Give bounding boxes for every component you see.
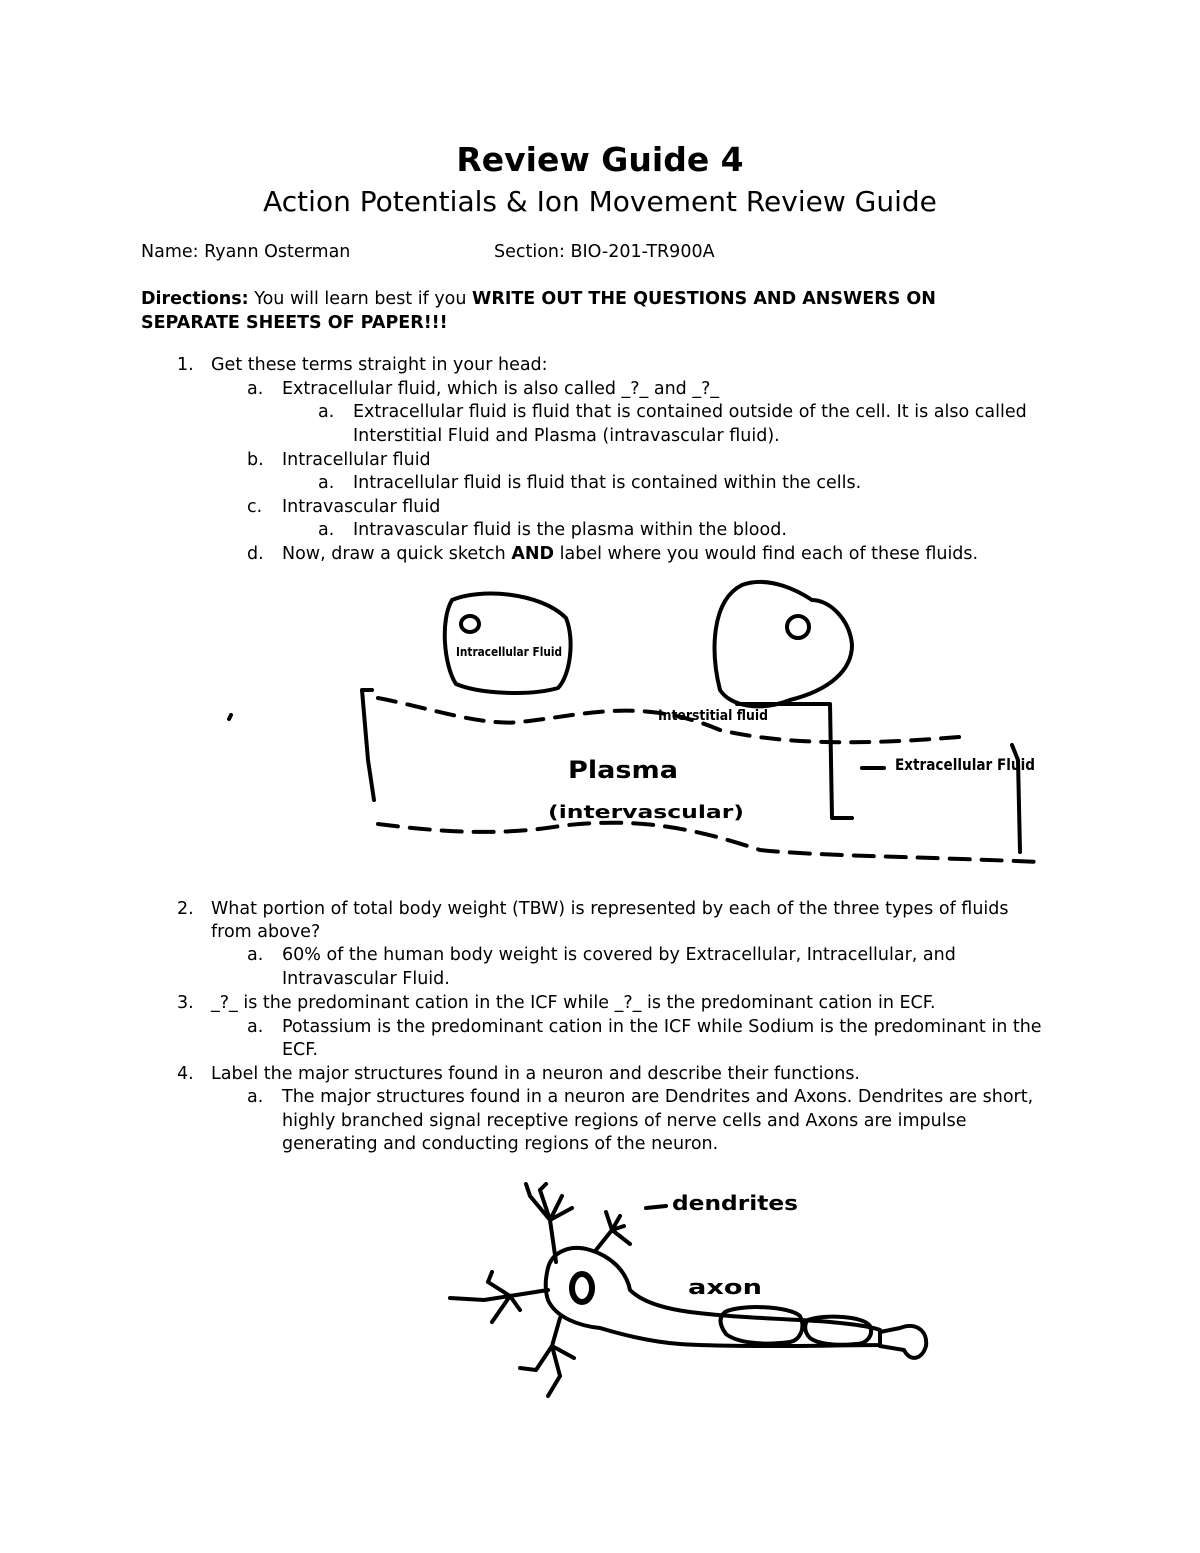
- q3-answer-marker: a.: [247, 1017, 264, 1037]
- q1a-answer-line2: Interstitial Fluid and Plasma (intravascular fluid).: [353, 426, 780, 446]
- directions-emphasis: WRITE OUT THE QUESTIONS AND ANSWERS ON: [472, 289, 936, 309]
- q3-answer-line2: ECF.: [282, 1040, 319, 1060]
- label-interstitial: Interstitial fluid: [658, 708, 768, 724]
- directions-label: Directions:: [141, 289, 249, 309]
- q1-text: Get these terms straight in your head:: [211, 355, 548, 375]
- dendrite-left: [450, 1272, 548, 1322]
- page-title: Review Guide 4: [456, 140, 744, 179]
- dendrite-bottom: [520, 1318, 574, 1396]
- label-intravascular: (intervascular): [548, 802, 744, 823]
- q2-text-line2: from above?: [211, 922, 321, 942]
- directions-text: You will learn best if you: [248, 289, 473, 309]
- q4-answer-line3: generating and conducting regions of the neuron.: [282, 1134, 719, 1154]
- q1a-answer-line1: Extracellular fluid is fluid that is contained outside of the cell. It is also called: [353, 402, 1027, 422]
- q1d-text-after: label where you would find each of these fluids.: [554, 544, 979, 564]
- dendrite-top-right: [596, 1212, 630, 1250]
- q1b-text: Intracellular fluid: [282, 450, 431, 470]
- label-plasma: Plasma: [568, 756, 678, 784]
- label-dendrites: dendrites: [672, 1191, 798, 1215]
- neuron-nucleus: [572, 1274, 592, 1302]
- q2-number: 2.: [177, 899, 194, 919]
- q1a-answer-marker: a.: [318, 402, 335, 422]
- q4-number: 4.: [177, 1064, 194, 1084]
- q2-answer-line2: Intravascular Fluid.: [282, 969, 450, 989]
- label-axon: axon: [688, 1275, 762, 1299]
- q3-answer-line1: Potassium is the predominant cation in the ICF while Sodium is the predominant in the: [282, 1017, 1042, 1037]
- q1c-marker: c.: [247, 497, 263, 517]
- q2-answer-marker: a.: [247, 945, 264, 965]
- axon-terminal: [880, 1326, 926, 1358]
- label-extracellular: Extracellular Fluid: [895, 755, 1035, 774]
- q1b-marker: b.: [247, 450, 264, 470]
- q2-text-line1: What portion of total body weight (TBW) is represented by each of the three types of fluids: [211, 899, 1009, 919]
- q1d-marker: d.: [247, 544, 264, 564]
- label-intracellular-fluid: Intracellular Fluid: [456, 645, 562, 659]
- myelin-segment-1: [721, 1307, 803, 1344]
- section-id: Section: BIO-201-TR900A: [494, 242, 715, 262]
- q4-text: Label the major structures found in a neuron and describe their functions.: [211, 1064, 860, 1084]
- q4-answer-line1: The major structures found in a neuron are Dendrites and Axons. Dendrites are short,: [282, 1087, 1034, 1107]
- q1a-marker: a.: [247, 379, 264, 399]
- q1b-answer-marker: a.: [318, 473, 335, 493]
- q1d-text-before: Now, draw a quick sketch: [282, 544, 512, 564]
- student-name: Name: Ryann Osterman: [141, 242, 351, 262]
- q1b-answer: Intracellular fluid is fluid that is contained within the cells.: [353, 473, 862, 493]
- q1-number: 1.: [177, 355, 194, 375]
- dendrites-label-dash: [646, 1206, 666, 1208]
- q1d-text-bold: AND: [511, 544, 555, 564]
- q1c-answer: Intravascular fluid is the plasma within the blood.: [353, 520, 787, 540]
- q1c-answer-marker: a.: [318, 520, 335, 540]
- page-subtitle: Action Potentials & Ion Movement Review Guide: [263, 185, 937, 218]
- q3-text: _?_ is the predominant cation in the ICF while _?_ is the predominant cation in ECF.: [211, 993, 936, 1013]
- directions-line2: SEPARATE SHEETS OF PAPER!!!: [141, 313, 448, 333]
- q4-answer-line2: highly branched signal receptive regions of nerve cells and Axons are impulse: [282, 1111, 967, 1131]
- q1a-text: Extracellular fluid, which is also called _?_ and _?_: [282, 379, 720, 399]
- q2-answer-line1: 60% of the human body weight is covered by Extracellular, Intracellular, and: [282, 945, 956, 965]
- q3-number: 3.: [177, 993, 194, 1013]
- q1c-text: Intravascular fluid: [282, 497, 441, 517]
- q4-answer-marker: a.: [247, 1087, 264, 1107]
